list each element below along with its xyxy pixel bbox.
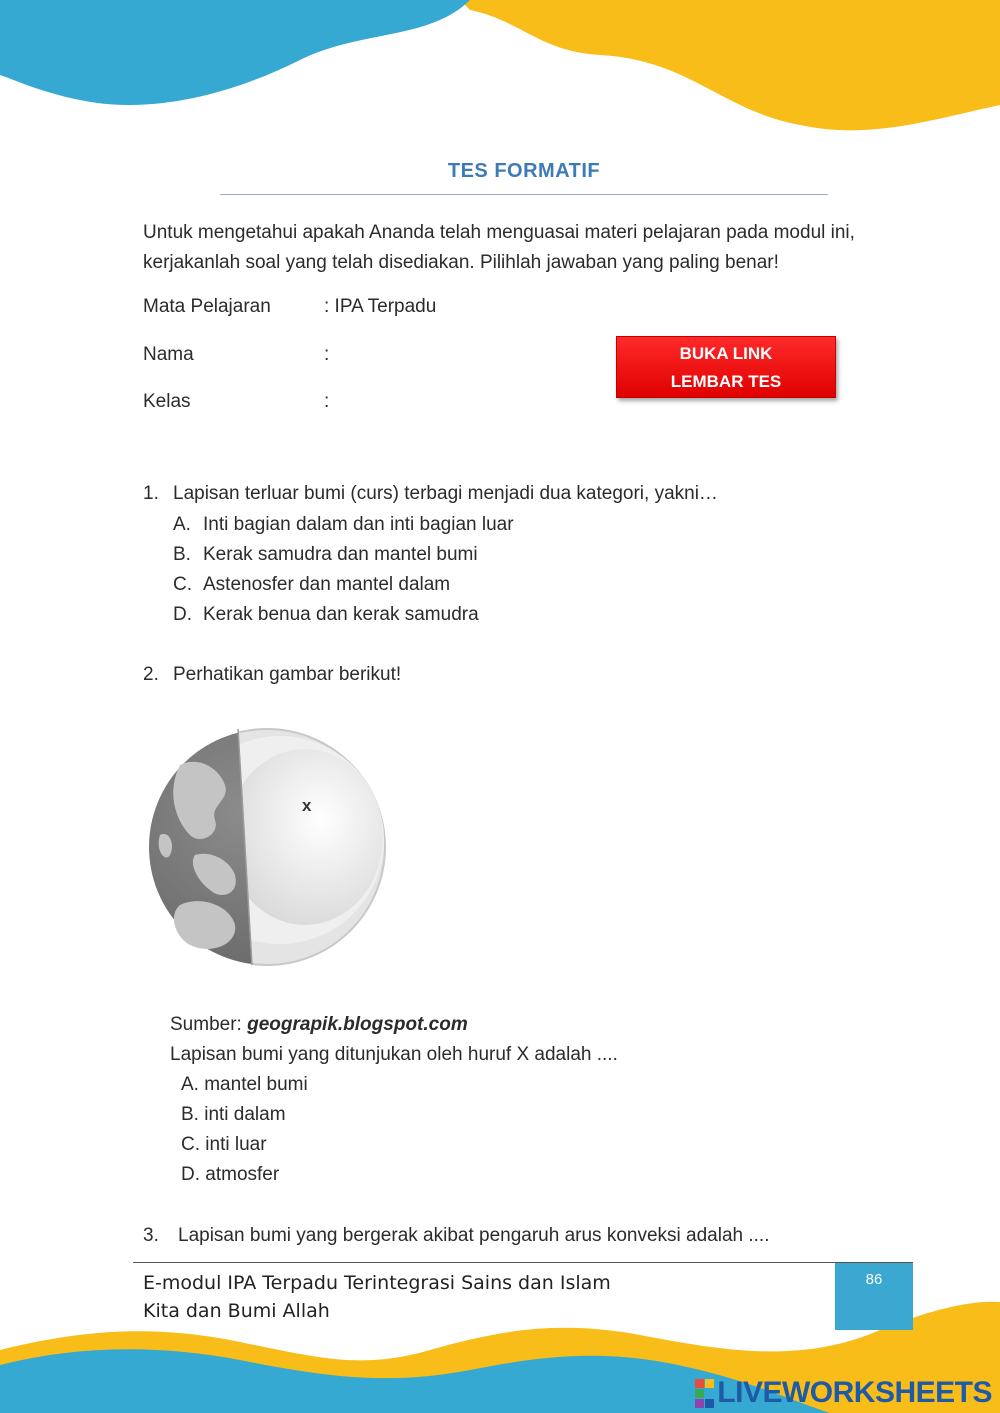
figure-source-link: geograpik.blogspot.com [247,1014,468,1035]
open-test-link-line1: BUKA LINK [679,344,773,363]
question-2-prompt: Lapisan bumi yang ditunjukan oleh huruf X adalah .... [170,1044,618,1065]
question-2-text: Perhatikan gambar berikut! [173,664,402,685]
field-subject-label: Mata Pelajaran [143,296,271,317]
question-2-option-d[interactable]: D. atmosfer [181,1164,280,1185]
field-class-value: : [324,391,330,412]
option-text: Kerak benua dan kerak samudra [203,604,479,625]
liveworksheets-watermark [695,1376,992,1410]
liveworksheets-wordmark: LIVEWORKSHEETS [717,1376,992,1409]
earth-layers-figure [140,725,400,975]
question-3 [143,1225,770,1247]
option-text: Inti bagian dalam dan inti bagian luar [203,514,514,535]
option-letter: C. [173,574,192,595]
field-name-label: Nama [143,344,194,365]
option-text: Astenosfer dan mantel dalam [203,574,451,595]
question-2-number: 2. [143,664,159,685]
question-3-text: Lapisan bumi yang bergerak akibat pengaruh arus konveksi adalah .... [178,1225,770,1246]
field-name-value: : [324,344,330,365]
question-1-option-c[interactable] [173,574,450,596]
header-wave-decoration [0,0,1000,140]
open-test-link-button[interactable] [616,336,836,398]
option-letter: D. [173,604,192,625]
footer-subtitle: Kita dan Bumi Allah [143,1300,330,1322]
page-title: TES FORMATIF [447,160,601,182]
option-letter: B. [173,544,191,565]
question-1-number: 1. [143,483,159,504]
question-2-option-a[interactable]: A. mantel bumi [181,1074,308,1095]
open-test-link-line2: LEMBAR TES [670,372,782,391]
question-1-option-b[interactable] [173,544,478,566]
question-2-option-b[interactable]: B. inti dalam [181,1104,286,1125]
question-1-option-d[interactable] [173,604,479,626]
field-class-label: Kelas [143,391,191,412]
question-2 [143,664,401,686]
figure-source [170,1014,468,1036]
option-text: Kerak samudra dan mantel bumi [203,544,478,565]
question-2-option-c[interactable]: C. inti luar [181,1134,267,1155]
footer-module-title: E-modul IPA Terpadu Terintegrasi Sains dan Islam [143,1272,611,1294]
liveworksheets-logo-icon [695,1379,715,1409]
title-divider [220,194,828,195]
question-1-option-a[interactable] [173,514,514,536]
footer-divider [133,1262,913,1263]
figure-x-marker: x [302,796,312,815]
figure-source-label: Sumber: [170,1014,242,1035]
question-1-text: Lapisan terluar bumi (curs) terbagi menjadi dua kategori, yakni… [173,483,718,504]
field-class [143,391,329,413]
option-letter: A. [173,514,191,535]
field-subject [143,296,436,318]
field-name [143,344,329,366]
instruction-text: Untuk mengetahui apakah Ananda telah menguasai materi pelajaran pada modul ini, kerjakanlah soal yang telah disediakan. Pilihlah jawaban yang paling benar! [143,222,855,273]
question-1 [143,483,718,505]
field-subject-value: : IPA Terpadu [324,296,437,317]
question-3-number: 3. [143,1225,159,1246]
page-number: 86 [835,1263,913,1330]
